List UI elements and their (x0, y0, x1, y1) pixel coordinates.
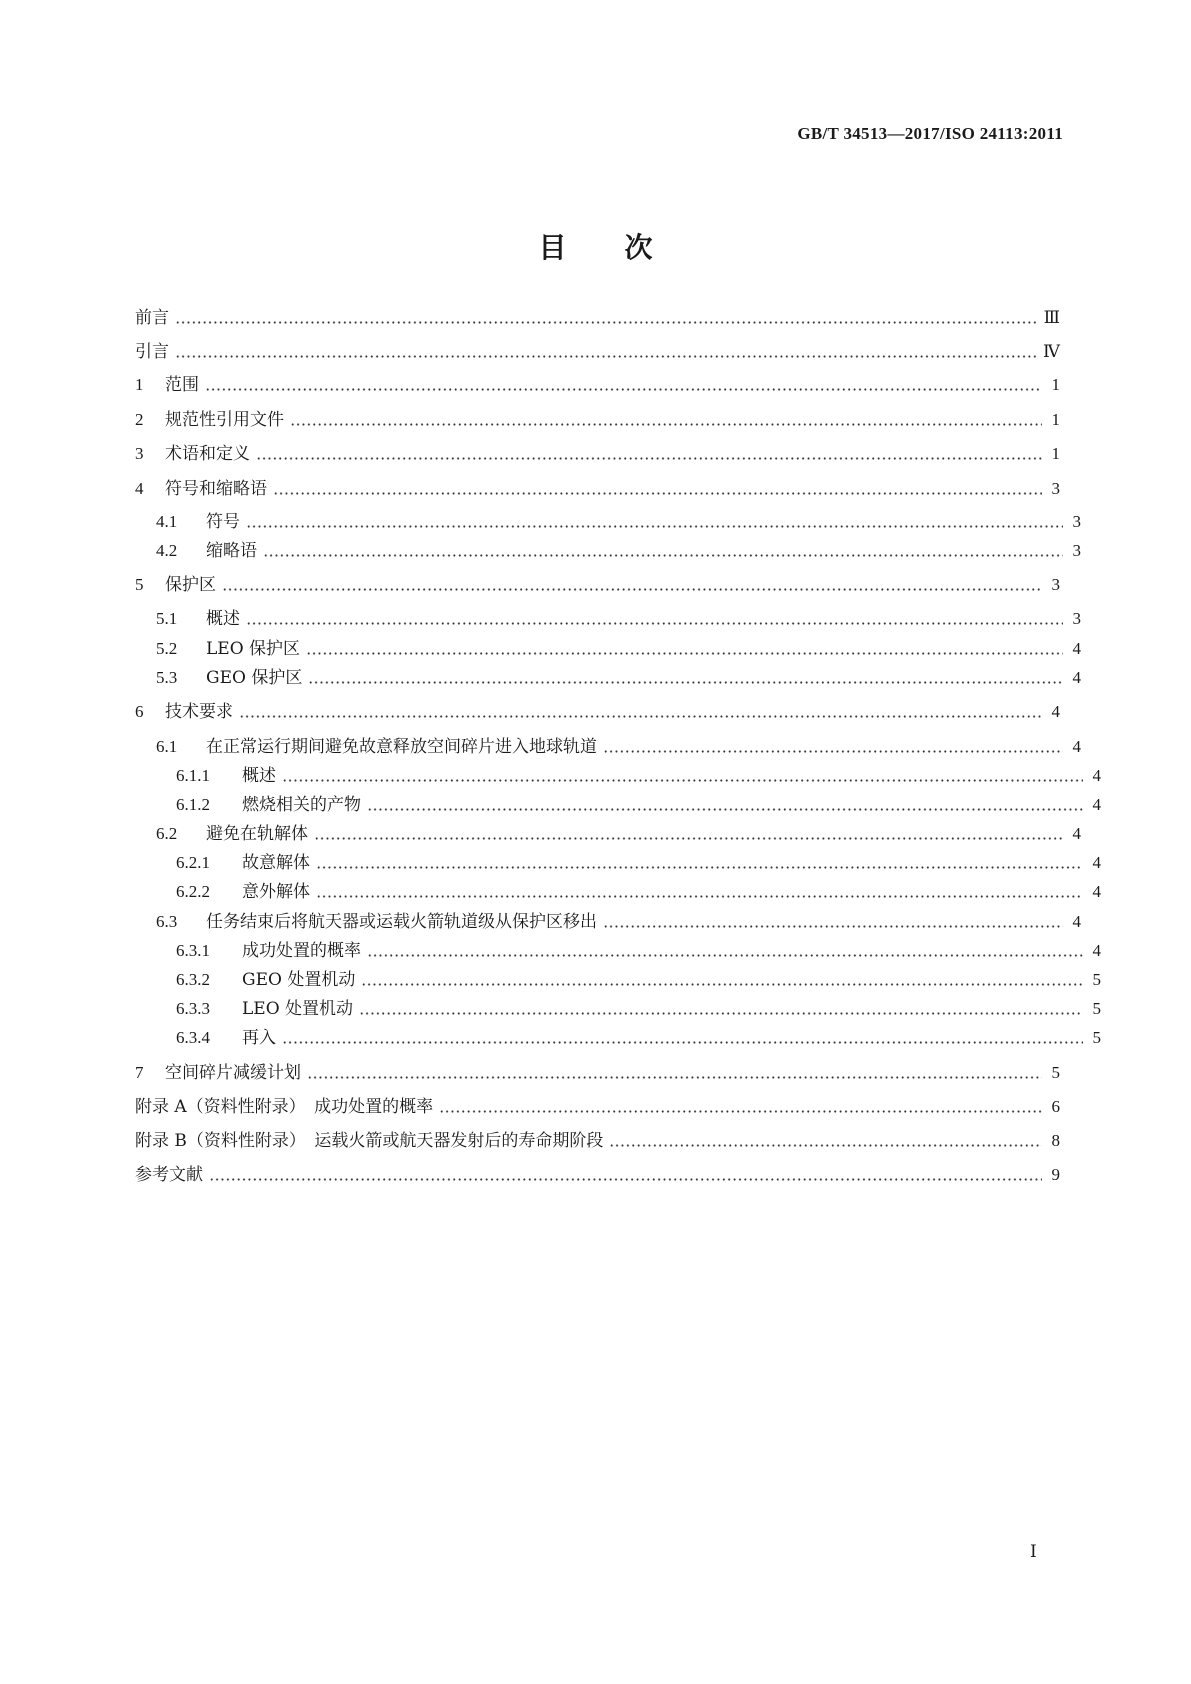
toc-entry[interactable] (135, 306, 1060, 330)
toc-entry-page: 9 (1051, 1165, 1060, 1184)
toc-entry-page: 4 (1072, 668, 1081, 687)
toc-entry-label: 意外解体 (242, 882, 310, 902)
toc-entry-number: 6.2 (156, 824, 178, 843)
dot-leader (367, 803, 1083, 815)
toc-entry-page: 4 (1092, 941, 1101, 960)
toc-entry-label: 引言 (135, 342, 169, 362)
toc-entry-page: 4 (1072, 912, 1081, 931)
dot-leader (439, 1105, 1042, 1117)
toc-entry-label: 缩略语 (206, 541, 257, 561)
toc-entry-number: 6 (135, 702, 144, 721)
dot-leader (273, 487, 1042, 499)
toc-entry[interactable] (135, 997, 1101, 1021)
toc-entry-number: 6.1.1 (176, 766, 210, 785)
toc-entry-page: 5 (1092, 999, 1101, 1018)
toc-entry-page: 4 (1092, 882, 1101, 901)
toc-entry-label: 保护区 (165, 575, 216, 595)
toc-entry[interactable] (135, 793, 1101, 817)
dot-leader (609, 1139, 1042, 1151)
toc-entry-label: 任务结束后将航天器或运载火箭轨道级从保护区移出 (206, 912, 597, 932)
toc-entry-page: 1 (1051, 444, 1060, 463)
toc-entry[interactable] (135, 968, 1101, 992)
toc-entry[interactable] (135, 1163, 1060, 1187)
dot-leader (209, 1173, 1042, 1185)
toc-entry-page: 1 (1051, 410, 1060, 429)
toc-entry[interactable] (135, 910, 1081, 934)
toc-entry[interactable] (135, 637, 1081, 661)
standard-code: GB/T 34513—2017/ISO 24113:2011 (797, 124, 1063, 143)
toc-entry-label: 避免在轨解体 (206, 824, 308, 844)
toc-entry[interactable] (135, 666, 1081, 690)
dot-leader (239, 710, 1042, 722)
toc-entry-number: 7 (135, 1063, 144, 1082)
toc-entry-label: 术语和定义 (165, 444, 250, 464)
toc-entry-label: 空间碎片减缓计划 (165, 1063, 301, 1083)
toc-entry-page: 4 (1072, 737, 1081, 756)
toc-entry-number: 3 (135, 444, 144, 463)
toc-entry-number: 5.1 (156, 609, 178, 628)
toc-entry-number: 6.3.2 (176, 970, 210, 989)
toc-entry[interactable] (135, 408, 1060, 432)
toc-entry-label: GEO 处置机动 (242, 970, 356, 990)
toc-entry-page: 5 (1092, 1028, 1101, 1047)
toc-entry[interactable] (135, 939, 1101, 963)
dot-leader (359, 1007, 1083, 1019)
toc-entry-number: 5 (135, 575, 144, 594)
dot-leader (282, 774, 1083, 786)
toc-entry-label: LEO 处置机动 (242, 999, 354, 1019)
dot-leader (175, 350, 1037, 362)
toc-entry-page: 3 (1051, 479, 1060, 498)
toc-entry-label: LEO 保护区 (206, 639, 301, 659)
toc-entry-page: 3 (1072, 541, 1081, 560)
toc-entry-number: 6.3.1 (176, 941, 210, 960)
dot-leader (246, 520, 1063, 532)
toc-entry[interactable] (135, 822, 1081, 846)
toc-entry[interactable] (135, 373, 1060, 397)
dot-leader (256, 452, 1042, 464)
toc-entry-label: 符号 (206, 512, 240, 532)
toc-entry[interactable] (135, 340, 1060, 364)
toc-entry[interactable] (135, 880, 1101, 904)
toc-entry[interactable] (135, 1095, 1060, 1119)
dot-leader (290, 418, 1042, 430)
toc-entry-page: Ⅳ (1043, 342, 1060, 361)
dot-leader (314, 832, 1063, 844)
toc-entry-number: 6.3 (156, 912, 178, 931)
toc-entry-label: 参考文献 (135, 1165, 203, 1185)
toc-entry-number: 6.3.3 (176, 999, 210, 1018)
toc-entry-page: 3 (1051, 575, 1060, 594)
toc-entry[interactable] (135, 735, 1081, 759)
toc-entry[interactable] (135, 607, 1081, 631)
toc-entry[interactable] (135, 1026, 1101, 1050)
toc-entry-number: 5.3 (156, 668, 178, 687)
toc-entry-page: 1 (1051, 375, 1060, 394)
toc-entry-page: 3 (1072, 512, 1081, 531)
dot-leader (175, 316, 1038, 328)
dot-leader (308, 676, 1063, 688)
dot-leader (367, 949, 1083, 961)
dot-leader (263, 549, 1063, 561)
toc-entry-label: 符号和缩略语 (165, 479, 267, 499)
toc-entry[interactable] (135, 700, 1060, 724)
toc-entry-page: 5 (1092, 970, 1101, 989)
dot-leader (316, 890, 1083, 902)
toc-entry-page: Ⅲ (1043, 308, 1060, 327)
toc-entry-number: 6.2.2 (176, 882, 210, 901)
toc-entry-number: 4.1 (156, 512, 178, 531)
toc-entry[interactable] (135, 764, 1101, 788)
dot-leader (316, 861, 1083, 873)
toc-entry-page: 4 (1072, 824, 1081, 843)
toc-entry-label: 再入 (242, 1028, 276, 1048)
dot-leader (205, 383, 1042, 395)
toc-entry-page: 4 (1092, 795, 1101, 814)
toc-entry-number: 6.3.4 (176, 1028, 210, 1047)
toc-entry-page: 4 (1051, 702, 1060, 721)
toc-entry[interactable] (135, 442, 1060, 466)
toc-entry-label: 概述 (242, 766, 276, 786)
toc-entry[interactable] (135, 1061, 1060, 1085)
toc-entry-page: 4 (1072, 639, 1081, 658)
toc-entry-number: 4.2 (156, 541, 178, 560)
page-title: 目次 (538, 231, 711, 264)
toc-entry-label: GEO 保护区 (206, 668, 303, 688)
toc-entry-label: 前言 (135, 308, 169, 328)
toc-entry-label: 燃烧相关的产物 (242, 795, 361, 815)
toc-entry[interactable] (135, 539, 1081, 563)
toc-entry-label: 成功处置的概率 (242, 941, 361, 961)
toc-entry-label: 技术要求 (165, 702, 233, 722)
toc-entry-number: 5.2 (156, 639, 178, 658)
toc-entry-page: 4 (1092, 853, 1101, 872)
page-number: Ⅰ (1030, 1542, 1037, 1561)
toc-entry-label: 规范性引用文件 (165, 410, 284, 430)
toc-entry-number: 1 (135, 375, 144, 394)
toc-entry-number: 6.1 (156, 737, 178, 756)
toc-entry-label: 在正常运行期间避免故意释放空间碎片进入地球轨道 (206, 737, 597, 757)
toc-entry-number: 4 (135, 479, 144, 498)
toc-entry[interactable] (135, 573, 1060, 597)
toc-entry-label: 附录 B（资料性附录） 运载火箭或航天器发射后的寿命期阶段 (135, 1131, 604, 1151)
toc-entry-number: 2 (135, 410, 144, 429)
toc-entry[interactable] (135, 851, 1101, 875)
toc-entry-label: 故意解体 (242, 853, 310, 873)
dot-leader (306, 647, 1063, 659)
dot-leader (307, 1071, 1042, 1083)
dot-leader (222, 583, 1042, 595)
toc-entry-label: 附录 A（资料性附录） 成功处置的概率 (135, 1097, 434, 1117)
toc-entry-number: 6.2.1 (176, 853, 210, 872)
toc-entry-page: 3 (1072, 609, 1081, 628)
toc-entry-page: 4 (1092, 766, 1101, 785)
dot-leader (282, 1036, 1083, 1048)
toc-entry-page: 8 (1051, 1131, 1060, 1150)
toc-entry[interactable] (135, 477, 1060, 501)
toc-entry-page: 6 (1051, 1097, 1060, 1116)
dot-leader (603, 920, 1063, 932)
dot-leader (603, 745, 1063, 757)
dot-leader (246, 617, 1063, 629)
toc-entry-label: 概述 (206, 609, 240, 629)
toc-entry-number: 6.1.2 (176, 795, 210, 814)
toc-entry[interactable] (135, 510, 1081, 534)
toc-entry-page: 5 (1051, 1063, 1060, 1082)
toc-entry[interactable] (135, 1129, 1060, 1153)
dot-leader (361, 978, 1083, 990)
toc-entry-label: 范围 (165, 375, 199, 395)
